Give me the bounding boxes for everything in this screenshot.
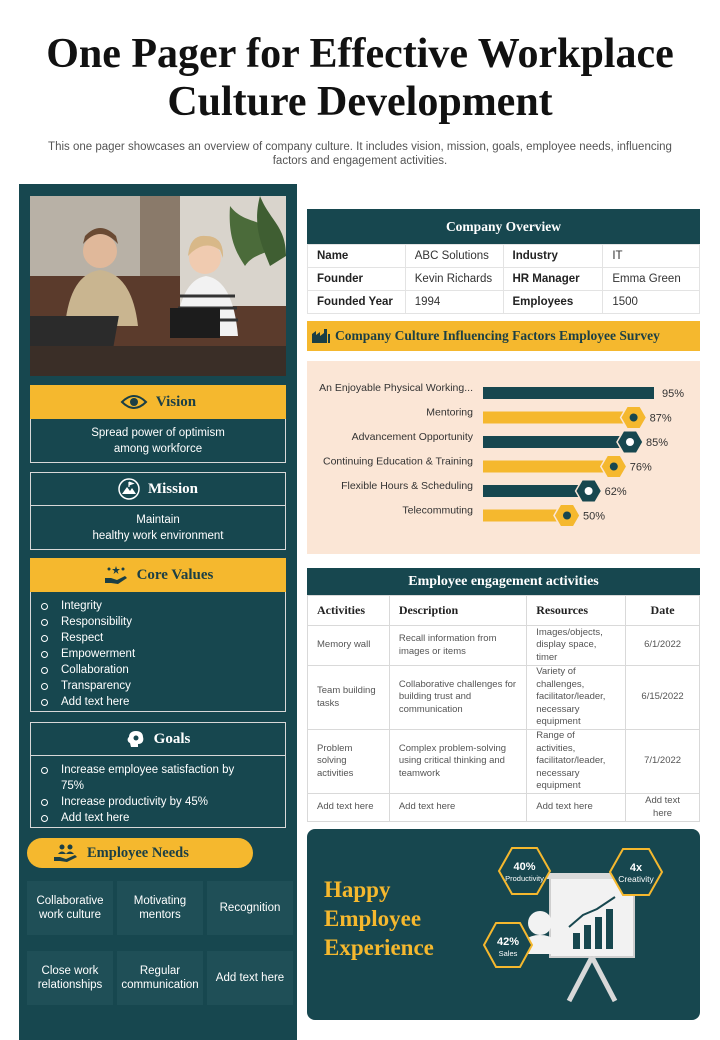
happy-line3: Experience bbox=[324, 935, 434, 960]
table-cell: Recall information from images or items bbox=[389, 626, 526, 666]
vision-body bbox=[30, 419, 286, 463]
vision-text-line2: among workforce bbox=[113, 442, 203, 455]
table-cell: Industry bbox=[503, 245, 603, 268]
easel-leg-left bbox=[569, 957, 592, 1001]
mission-body bbox=[30, 506, 286, 550]
need-cell: Collaborative work culture bbox=[27, 881, 113, 935]
table-cell: Problem solving activities bbox=[308, 730, 390, 794]
table-cell: Range of activities, facilitator/leader, necessary equipment bbox=[527, 730, 626, 794]
vision-text-line1: Spread power of optimism bbox=[91, 426, 225, 439]
table-header-row bbox=[308, 596, 700, 626]
goals-body bbox=[30, 756, 286, 828]
mission-text-line1: Maintain bbox=[136, 513, 180, 526]
brain-gear-icon bbox=[126, 729, 146, 749]
table-cell: Team building tasks bbox=[308, 666, 390, 730]
creativity-value: 4x bbox=[629, 862, 643, 874]
need-cell: Add text here bbox=[207, 951, 293, 1005]
page-title: One Pager for Effective Workplace Culture Development bbox=[46, 31, 674, 125]
productivity-label: Productivity bbox=[505, 874, 544, 883]
survey-bar bbox=[483, 436, 636, 448]
table-row bbox=[308, 291, 700, 314]
table-cell: Employees bbox=[503, 291, 603, 314]
need-cell: Close work relationships bbox=[27, 951, 113, 1005]
hand-stars-icon bbox=[103, 564, 129, 586]
survey-bar bbox=[483, 461, 620, 473]
mission-title: Mission bbox=[147, 480, 198, 497]
survey-header bbox=[307, 321, 700, 351]
list-item: Transparency bbox=[39, 678, 285, 694]
table-cell: Founder bbox=[308, 268, 406, 291]
bar-value-label: 76% bbox=[629, 461, 652, 474]
bar-value-label: 50% bbox=[583, 510, 606, 523]
employee-needs-header bbox=[27, 838, 253, 868]
survey-bar bbox=[483, 387, 654, 399]
company-overview-header: Company Overview bbox=[307, 209, 700, 244]
bar-category-label: An Enjoyable Physical Working... bbox=[319, 382, 473, 394]
list-item: Add text here bbox=[39, 810, 255, 826]
mission-text-line2: healthy work environment bbox=[92, 529, 224, 542]
column-header: Activities bbox=[308, 596, 390, 626]
table-row bbox=[308, 794, 700, 822]
left-panel bbox=[19, 184, 297, 1040]
bar-category-label: Mentoring bbox=[426, 406, 473, 419]
eye-icon bbox=[120, 394, 148, 410]
engagement-table bbox=[307, 595, 700, 822]
table-cell: Emma Green bbox=[603, 268, 700, 291]
sales-value: 42% bbox=[496, 936, 520, 948]
table-cell: Founded Year bbox=[308, 291, 406, 314]
table-cell: ABC Solutions bbox=[405, 245, 503, 268]
bar-badge-icon bbox=[626, 438, 634, 446]
table-cell: Add text here bbox=[626, 794, 700, 822]
column-header: Resources bbox=[527, 596, 626, 626]
easel-leg-right bbox=[592, 957, 615, 1001]
happy-line1: Happy bbox=[324, 877, 391, 902]
table-cell: HR Manager bbox=[503, 268, 603, 291]
need-cell: Regular communication bbox=[117, 951, 203, 1005]
table-cell: Memory wall bbox=[308, 626, 390, 666]
employee-needs-title: Employee Needs bbox=[87, 844, 189, 861]
survey-title: Company Culture Influencing Factors Employee Survey bbox=[335, 328, 660, 343]
list-item: Add text here bbox=[39, 694, 285, 710]
table-cell: 1994 bbox=[405, 291, 503, 314]
bar-value-label: 95% bbox=[662, 388, 685, 400]
column-header: Description bbox=[389, 596, 526, 626]
bar-value-label: 87% bbox=[649, 412, 672, 425]
company-overview-table bbox=[307, 244, 700, 314]
growth-bar-icon bbox=[595, 917, 602, 949]
mission-header bbox=[30, 472, 286, 506]
creativity-label: Creativity bbox=[618, 874, 654, 884]
need-cell: Motivating mentors bbox=[117, 881, 203, 935]
table-cell: 6/15/2022 bbox=[626, 666, 700, 730]
list-item: Empowerment bbox=[39, 646, 285, 662]
table-cell: IT bbox=[603, 245, 700, 268]
factory-icon bbox=[311, 328, 331, 344]
table-row bbox=[308, 730, 700, 794]
table-cell: 6/1/2022 bbox=[626, 626, 700, 666]
bar-badge-icon bbox=[630, 414, 638, 422]
table-cell: Images/objects, display space, timer bbox=[527, 626, 626, 666]
list-item: Increase productivity by 45% bbox=[39, 794, 255, 810]
sales-label: Sales bbox=[498, 949, 518, 958]
bar-badge-icon bbox=[563, 512, 571, 520]
table-cell: Add text here bbox=[389, 794, 526, 822]
list-item: Increase employee satisfaction by 75% bbox=[39, 762, 255, 794]
growth-bar-icon bbox=[584, 925, 591, 949]
growth-bar-icon bbox=[573, 933, 580, 949]
column-header: Date bbox=[626, 596, 700, 626]
table-cell: Add text here bbox=[308, 794, 390, 822]
team-photo bbox=[30, 196, 286, 376]
bar-category-label: Flexible Hours & Scheduling bbox=[341, 480, 473, 492]
table-cell: Collaborative challenges for building trust and communication bbox=[389, 666, 526, 730]
table-cell: 1500 bbox=[603, 291, 700, 314]
table-row bbox=[308, 245, 700, 268]
vision-title: Vision bbox=[155, 393, 197, 410]
survey-bar bbox=[483, 412, 640, 424]
table-cell: Kevin Richards bbox=[405, 268, 503, 291]
table-cell: Name bbox=[308, 245, 406, 268]
table-row bbox=[308, 268, 700, 291]
presenter-head bbox=[528, 911, 552, 935]
list-item: Integrity bbox=[39, 598, 285, 614]
core-values-body bbox=[30, 592, 286, 712]
table-row bbox=[308, 666, 700, 730]
bar-value-label: 62% bbox=[604, 486, 627, 498]
goals-title: Goals bbox=[153, 730, 191, 747]
bar-badge-icon bbox=[585, 487, 593, 495]
core-values-header bbox=[30, 558, 286, 592]
table-row bbox=[308, 626, 700, 666]
need-cell: Recognition bbox=[207, 881, 293, 935]
bar-category-label: Continuing Education & Training bbox=[322, 455, 473, 468]
list-item: Collaboration bbox=[39, 662, 285, 678]
bar-value-label: 85% bbox=[646, 437, 669, 449]
growth-bar-icon bbox=[606, 909, 613, 949]
survey-chart-panel bbox=[307, 361, 700, 554]
presentation-illustration bbox=[307, 829, 700, 1020]
table-cell: Add text here bbox=[527, 794, 626, 822]
hand-people-icon bbox=[53, 843, 79, 863]
core-values-title: Core Values bbox=[136, 566, 214, 583]
bar-badge-icon bbox=[610, 463, 618, 471]
table-cell: Variety of challenges, facilitator/leader, necessary equipment bbox=[527, 666, 626, 730]
mountain-flag-icon bbox=[118, 478, 140, 500]
list-item: Responsibility bbox=[39, 614, 285, 630]
happy-line2: Employee bbox=[324, 906, 422, 931]
page-subtitle: This one pager showcases an overview of company culture. It includes vision, mission, goals, employee needs, influencing factors and engagement activities. bbox=[48, 141, 672, 167]
bar-category-label: Advancement Opportunity bbox=[351, 431, 473, 443]
list-item: Respect bbox=[39, 630, 285, 646]
survey-bar-chart bbox=[307, 361, 700, 554]
table-cell: Complex problem-solving using critical thinking and teamwork bbox=[389, 730, 526, 794]
happy-experience-panel bbox=[307, 829, 700, 1020]
bar-category-label: Telecommuting bbox=[402, 504, 473, 517]
table-cell: 7/1/2022 bbox=[626, 730, 700, 794]
productivity-value: 40% bbox=[513, 861, 536, 873]
engagement-header: Employee engagement activities bbox=[307, 568, 700, 595]
goals-header bbox=[30, 722, 286, 756]
vision-header bbox=[30, 385, 286, 419]
